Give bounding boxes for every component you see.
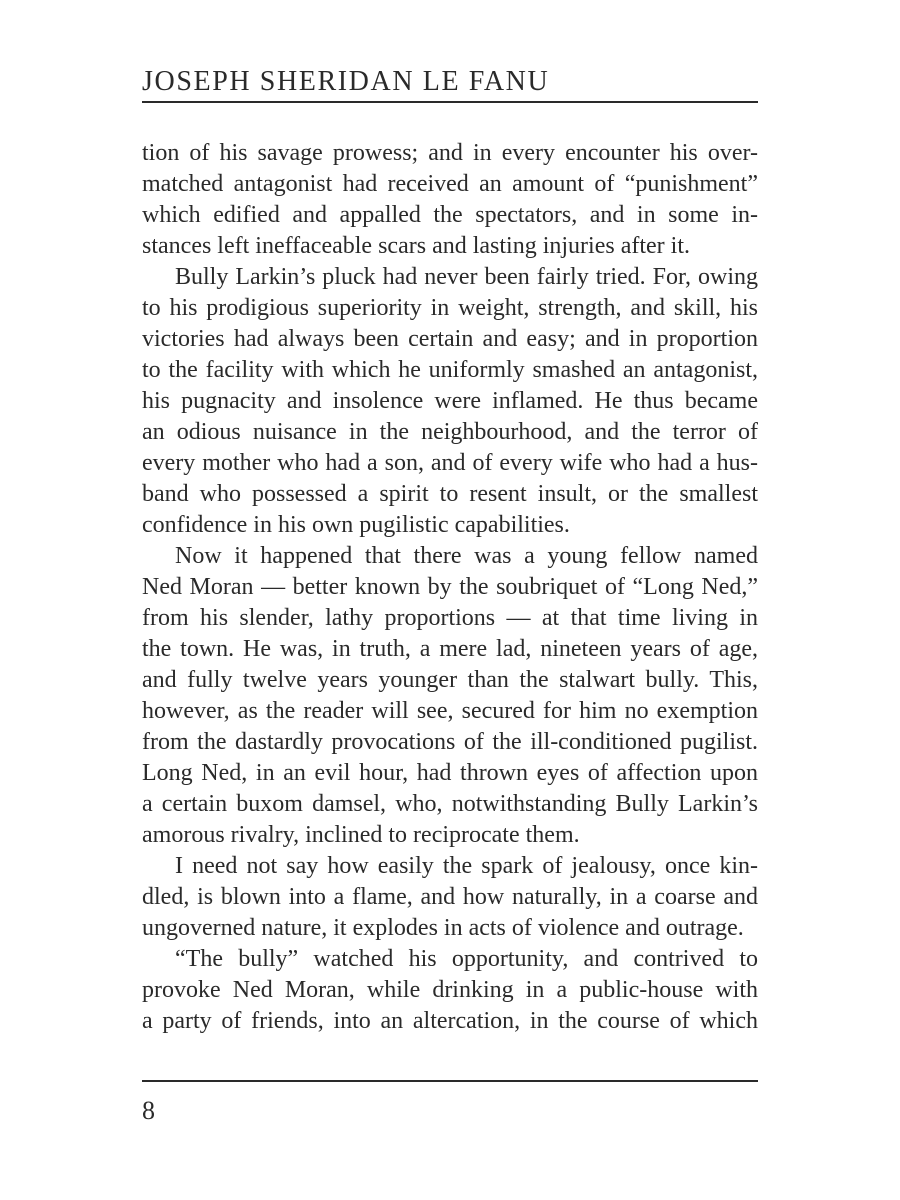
text-line: to the facility with which he uniformly smashed an antagonist, [142, 357, 758, 383]
text-line: his pugnacity and insolence were inflamed. He thus became [142, 388, 758, 414]
text-line: Bully Larkin’s pluck had never been fairly tried. For, owing [175, 264, 758, 290]
text-line: to his prodigious superiority in weight, strength, and skill, his [142, 295, 758, 321]
text-line: and fully twelve years younger than the stalwart bully. This, [142, 667, 758, 693]
text-line: which edified and appalled the spectators, and in some in- [142, 202, 758, 228]
footer-rule [142, 1080, 758, 1082]
body-text [142, 138, 758, 1037]
text-line: a party of friends, into an altercation, in the course of which [142, 1008, 758, 1034]
text-line: provoke Ned Moran, while drinking in a public-house with [142, 977, 758, 1003]
header-rule [142, 101, 758, 103]
text-line: the town. He was, in truth, a mere lad, nineteen years of age, [142, 636, 758, 662]
text-line: confidence in his own pugilistic capabilities. [142, 512, 570, 538]
text-line: “The bully” watched his opportunity, and contrived to [175, 946, 758, 972]
text-line: tion of his savage prowess; and in every encounter his over- [142, 140, 758, 166]
text-line: from his slender, lathy proportions — at that time living in [142, 605, 758, 631]
text-line: victories had always been certain and easy; and in proportion [142, 326, 758, 352]
text-line: from the dastardly provocations of the ill-conditioned pugilist. [142, 729, 758, 755]
text-line: I need not say how easily the spark of jealousy, once kin- [175, 853, 758, 879]
text-line: however, as the reader will see, secured for him no exemption [142, 698, 758, 724]
text-line: Ned Moran — better known by the soubriquet of “Long Ned,” [142, 574, 758, 600]
text-line: matched antagonist had received an amount of “punishment” [142, 171, 758, 197]
running-header-title: JOSEPH SHERIDAN LE FANU [142, 66, 550, 97]
page-number: 8 [142, 1096, 155, 1125]
text-line: amorous rivalry, inclined to reciprocate them. [142, 822, 580, 848]
text-line: dled, is blown into a flame, and how naturally, in a coarse and [142, 884, 758, 910]
text-line: Long Ned, in an evil hour, had thrown eyes of affection upon [142, 760, 758, 786]
text-line: stances left ineffaceable scars and lasting injuries after it. [142, 233, 690, 259]
text-line: an odious nuisance in the neighbourhood, and the terror of [142, 419, 758, 445]
text-line: band who possessed a spirit to resent insult, or the smallest [142, 481, 758, 507]
text-line: every mother who had a son, and of every wife who had a hus- [142, 450, 758, 476]
text-line: ungoverned nature, it explodes in acts of violence and outrage. [142, 915, 744, 941]
text-line: a certain buxom damsel, who, notwithstanding Bully Larkin’s [142, 791, 758, 817]
text-line: Now it happened that there was a young fellow named [175, 543, 758, 569]
